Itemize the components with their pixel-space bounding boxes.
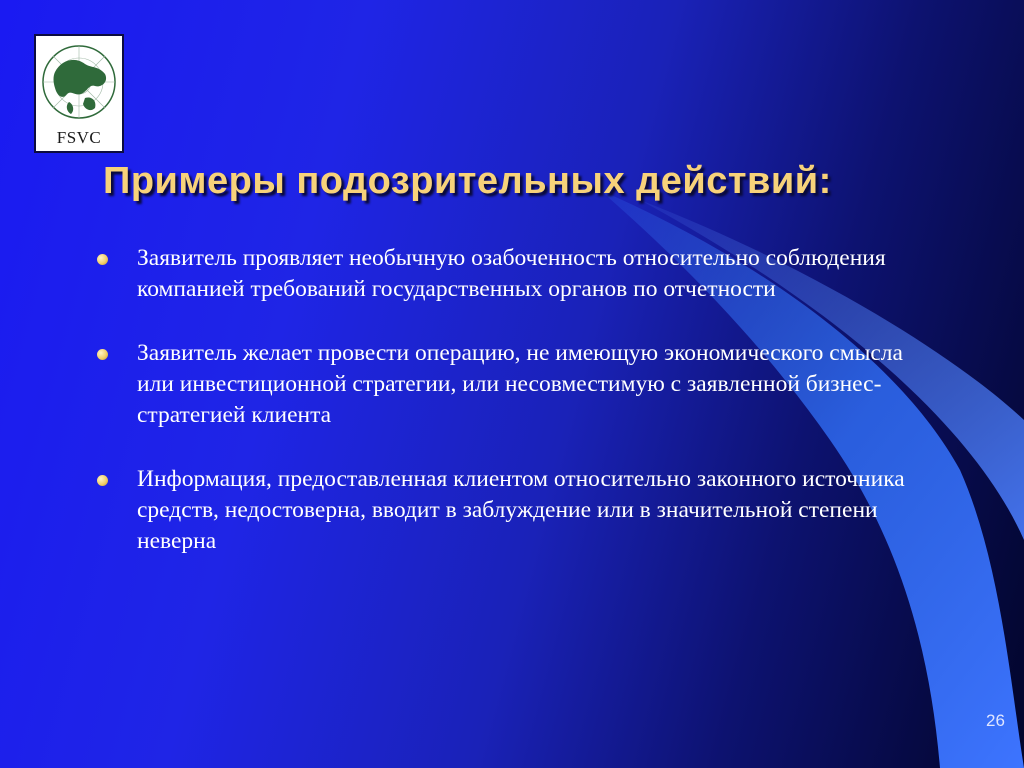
bullet-item	[96, 243, 916, 305]
bullet-text: Информация, предоставленная клиентом относительно законного источника средств, недостоверна, вводит в заблуждение или в значительной степени неверна	[137, 466, 905, 554]
bullet-dot-icon	[97, 349, 108, 360]
slide-title: Примеры подозрительных действий:	[103, 160, 832, 202]
bullet-text: Заявитель проявляет необычную озабоченность относительно соблюдения компанией требований государственных органов по отчетности	[137, 245, 886, 302]
bullet-item	[96, 338, 916, 431]
logo-label: FSVC	[56, 128, 102, 147]
bullet-dot-icon	[97, 254, 108, 265]
fsvc-logo	[34, 34, 124, 153]
bullet-text: Заявитель желает провести операцию, не имеющую экономического смысла или инвестиционной стратегии, или несовместимую с заявленной бизнес-стратегией клиента	[137, 340, 903, 428]
page-number: 26	[986, 711, 1005, 730]
bullet-dot-icon	[97, 475, 108, 486]
bullet-list	[96, 243, 916, 590]
globe-icon	[41, 42, 117, 122]
bullet-item	[96, 464, 916, 557]
